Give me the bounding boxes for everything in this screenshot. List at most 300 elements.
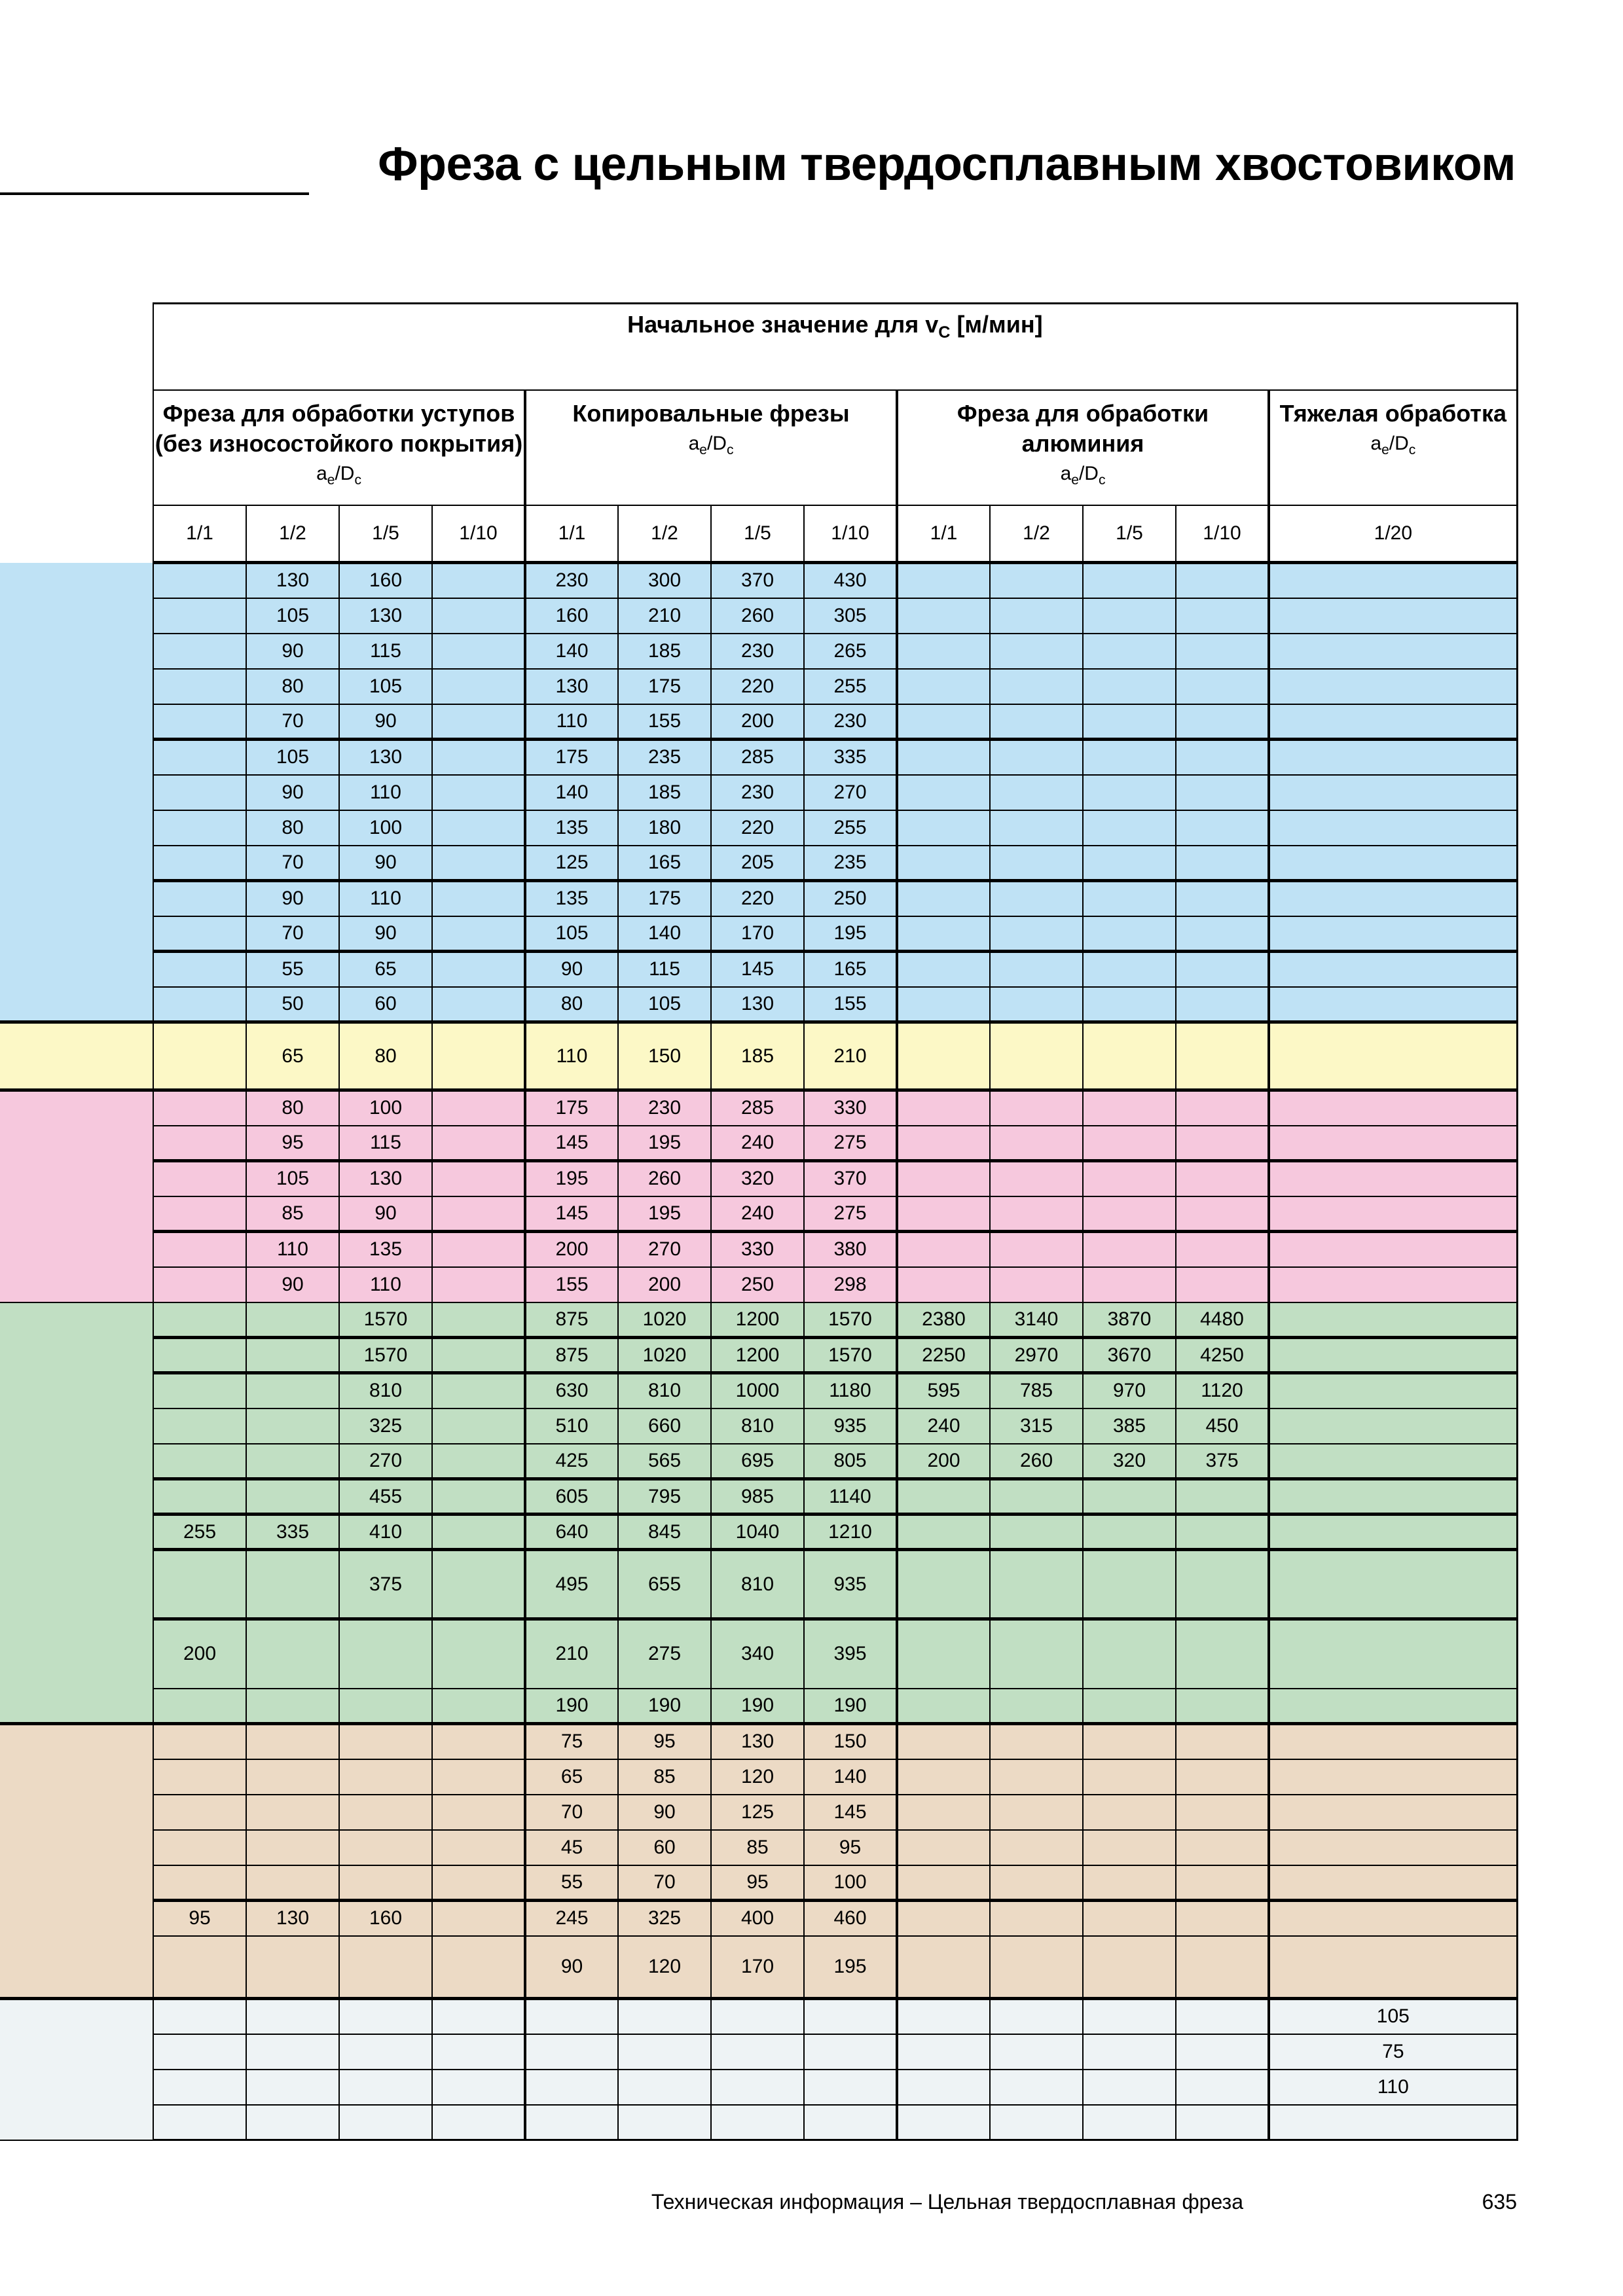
speed-value-cell	[432, 775, 525, 810]
speed-value-cell	[1269, 740, 1517, 775]
speed-value-cell: 655	[618, 1550, 711, 1619]
speed-value-cell	[1083, 1196, 1176, 1232]
speed-value-cell	[432, 598, 525, 634]
speed-value-cell	[1269, 598, 1517, 634]
speed-value-cell	[897, 1795, 990, 1830]
speed-value-cell	[990, 1759, 1083, 1795]
speed-value-cell	[897, 1830, 990, 1865]
speed-value-cell	[618, 2105, 711, 2140]
speed-value-cell	[246, 1865, 339, 1901]
speed-value-cell	[897, 1196, 990, 1232]
speed-value-cell: 65	[525, 1759, 618, 1795]
speed-value-cell	[1269, 1338, 1517, 1373]
speed-value-cell: 810	[711, 1550, 804, 1619]
speed-value-cell	[153, 1479, 246, 1515]
speed-value-cell: 325	[339, 1408, 432, 1444]
speed-value-cell	[1269, 1196, 1517, 1232]
speed-value-cell	[432, 1232, 525, 1267]
speed-value-cell	[1176, 1550, 1269, 1619]
speed-value-cell	[432, 1338, 525, 1373]
speed-value-cell	[897, 1759, 990, 1795]
speed-value-cell	[1269, 704, 1517, 740]
speed-value-cell	[897, 1232, 990, 1267]
speed-value-cell	[153, 1550, 246, 1619]
speed-value-cell	[1083, 1689, 1176, 1724]
speed-value-cell: 230	[804, 704, 897, 740]
speed-value-cell	[432, 1022, 525, 1090]
speed-value-cell	[246, 1830, 339, 1865]
speed-value-cell	[990, 2070, 1083, 2105]
speed-value-cell	[153, 1126, 246, 1161]
speed-value-cell: 285	[711, 740, 804, 775]
speed-value-cell	[1083, 1515, 1176, 1550]
speed-value-cell	[246, 2034, 339, 2070]
speed-value-cell: 205	[711, 846, 804, 881]
speed-value-cell	[897, 775, 990, 810]
speed-value-cell: 130	[246, 563, 339, 598]
speed-value-cell	[990, 1090, 1083, 1126]
speed-value-cell: 105	[246, 740, 339, 775]
speed-value-cell	[153, 2105, 246, 2140]
speed-value-cell	[432, 2105, 525, 2140]
speed-value-cell	[990, 810, 1083, 846]
speed-value-cell	[432, 634, 525, 669]
speed-value-cell	[432, 1795, 525, 1830]
material-group-cell	[0, 563, 153, 1022]
speed-value-cell: 200	[711, 704, 804, 740]
ratio-label: $a_e/D_c$	[316, 463, 361, 488]
speed-value-cell	[432, 1759, 525, 1795]
speed-value-cell: 370	[804, 1161, 897, 1196]
speed-value-cell	[1269, 1126, 1517, 1161]
speed-value-cell: 90	[618, 1795, 711, 1830]
speed-value-cell: 195	[804, 1936, 897, 1999]
table-row	[0, 740, 1517, 775]
group-name: Фреза для обработки уступов (без износостойкого покрытия)	[155, 400, 523, 457]
speed-value-cell	[432, 846, 525, 881]
speed-value-cell: 270	[618, 1232, 711, 1267]
speed-value-cell: 400	[711, 1901, 804, 1936]
speed-value-cell	[897, 2070, 990, 2105]
speed-value-cell	[1083, 1901, 1176, 1936]
speed-value-cell	[339, 1936, 432, 1999]
speed-value-cell	[432, 563, 525, 598]
table-row	[0, 952, 1517, 987]
speed-value-cell: 460	[804, 1901, 897, 1936]
speed-value-cell	[432, 810, 525, 846]
ae-dc-subheader: 1/2	[990, 505, 1083, 563]
speed-value-cell: 105	[246, 598, 339, 634]
speed-value-cell: 630	[525, 1373, 618, 1408]
speed-value-cell	[339, 1830, 432, 1865]
speed-value-cell	[432, 987, 525, 1022]
speed-value-cell	[1269, 1795, 1517, 1830]
speed-value-cell	[432, 1126, 525, 1161]
table-row	[0, 916, 1517, 952]
speed-value-cell	[711, 2070, 804, 2105]
speed-value-cell: 90	[339, 704, 432, 740]
speed-value-cell: 160	[525, 598, 618, 634]
speed-value-cell	[1269, 881, 1517, 916]
speed-value-cell	[897, 1689, 990, 1724]
speed-value-cell	[990, 987, 1083, 1022]
speed-value-cell	[1176, 1126, 1269, 1161]
speed-value-cell: 1040	[711, 1515, 804, 1550]
speed-value-cell	[153, 1090, 246, 1126]
table-row	[0, 1338, 1517, 1373]
speed-value-cell: 45	[525, 1830, 618, 1865]
speed-value-cell	[432, 1373, 525, 1408]
speed-value-cell: 175	[525, 1090, 618, 1126]
speed-value-cell	[1269, 1232, 1517, 1267]
speed-value-cell	[804, 2105, 897, 2140]
speed-value-cell	[711, 1999, 804, 2034]
table-row	[0, 634, 1517, 669]
speed-value-cell: 80	[246, 1090, 339, 1126]
speed-value-cell	[432, 916, 525, 952]
speed-value-cell	[1176, 1619, 1269, 1689]
speed-value-cell: 195	[618, 1196, 711, 1232]
speed-value-cell: 95	[618, 1724, 711, 1759]
speed-value-cell	[1083, 598, 1176, 634]
ae-dc-subheader: 1/5	[339, 505, 432, 563]
speed-value-cell	[1176, 1232, 1269, 1267]
speed-value-cell	[432, 1936, 525, 1999]
ae-dc-subheader: 1/10	[432, 505, 525, 563]
speed-value-cell: 135	[525, 810, 618, 846]
group-header-2	[525, 390, 897, 505]
speed-value-cell: 210	[525, 1619, 618, 1689]
speed-value-cell	[897, 952, 990, 987]
table-row	[0, 1515, 1517, 1550]
speed-value-cell	[153, 634, 246, 669]
speed-value-cell	[1176, 1795, 1269, 1830]
speed-value-cell	[1176, 1865, 1269, 1901]
speed-value-cell	[1176, 1515, 1269, 1550]
speed-value-cell: 70	[246, 846, 339, 881]
page-number: 635	[1482, 2190, 1517, 2214]
speed-value-cell	[339, 1865, 432, 1901]
speed-value-cell	[804, 2034, 897, 2070]
speed-value-cell: 70	[246, 704, 339, 740]
table-row	[0, 1022, 1517, 1090]
speed-value-cell: 320	[1083, 1444, 1176, 1479]
speed-value-cell: 970	[1083, 1373, 1176, 1408]
speed-value-cell: 985	[711, 1479, 804, 1515]
speed-value-cell	[990, 740, 1083, 775]
speed-value-cell: 810	[618, 1373, 711, 1408]
speed-value-cell	[1269, 1936, 1517, 1999]
speed-value-cell: 450	[1176, 1408, 1269, 1444]
table-row	[0, 704, 1517, 740]
speed-value-cell	[1083, 916, 1176, 952]
speed-value-cell: 90	[525, 1936, 618, 1999]
speed-value-cell: 55	[525, 1865, 618, 1901]
speed-value-cell	[1083, 1126, 1176, 1161]
speed-value-cell	[897, 987, 990, 1022]
speed-value-cell	[897, 634, 990, 669]
speed-value-cell	[1176, 1161, 1269, 1196]
speed-value-cell	[153, 598, 246, 634]
speed-value-cell	[1176, 775, 1269, 810]
speed-value-cell	[153, 1373, 246, 1408]
speed-value-cell: 785	[990, 1373, 1083, 1408]
speed-value-cell: 105	[246, 1161, 339, 1196]
speed-value-cell	[897, 1619, 990, 1689]
speed-value-cell	[1083, 1022, 1176, 1090]
speed-value-cell: 90	[339, 846, 432, 881]
speed-value-cell	[990, 1126, 1083, 1161]
speed-value-cell: 95	[153, 1901, 246, 1936]
speed-value-cell	[153, 1795, 246, 1830]
speed-value-cell	[618, 2070, 711, 2105]
speed-value-cell	[339, 2070, 432, 2105]
speed-value-cell: 130	[711, 987, 804, 1022]
group-name: Тяжелая обработка	[1279, 400, 1506, 427]
table-row	[0, 1689, 1517, 1724]
speed-value-cell	[1269, 775, 1517, 810]
speed-value-cell: 190	[618, 1689, 711, 1724]
speed-value-cell: 1200	[711, 1302, 804, 1338]
speed-value-cell	[897, 1724, 990, 1759]
speed-value-cell: 2970	[990, 1338, 1083, 1373]
speed-value-cell	[525, 2070, 618, 2105]
row-label-header	[0, 304, 153, 563]
speed-value-cell: 255	[153, 1515, 246, 1550]
speed-value-cell	[897, 1161, 990, 1196]
speed-value-cell	[618, 1999, 711, 2034]
speed-value-cell	[1083, 2105, 1176, 2140]
speed-value-cell: 810	[711, 1408, 804, 1444]
speed-value-cell: 195	[525, 1161, 618, 1196]
speed-value-cell: 305	[804, 598, 897, 634]
ae-dc-subheader: 1/1	[525, 505, 618, 563]
speed-value-cell	[153, 1022, 246, 1090]
speed-value-cell	[432, 1865, 525, 1901]
speed-value-cell: 565	[618, 1444, 711, 1479]
speed-value-cell	[1269, 2105, 1517, 2140]
speed-value-cell: 175	[618, 669, 711, 704]
speed-value-cell: 1570	[804, 1338, 897, 1373]
speed-value-cell	[432, 1302, 525, 1338]
speed-value-cell	[153, 775, 246, 810]
table-row	[0, 1196, 1517, 1232]
speed-value-cell: 220	[711, 669, 804, 704]
speed-value-cell	[1083, 1759, 1176, 1795]
speed-value-cell	[432, 704, 525, 740]
speed-value-cell	[990, 1196, 1083, 1232]
speed-value-cell	[1083, 669, 1176, 704]
speed-value-cell	[1269, 1901, 1517, 1936]
speed-value-cell	[432, 1408, 525, 1444]
speed-value-cell	[1269, 1759, 1517, 1795]
speed-value-cell: 130	[339, 1161, 432, 1196]
table-row	[0, 2034, 1517, 2070]
table-row	[0, 1444, 1517, 1479]
ratio-label: $a_e/D_c$	[1060, 463, 1106, 488]
group-header-1	[153, 390, 525, 505]
speed-value-cell	[246, 1999, 339, 2034]
table-row	[0, 563, 1517, 598]
speed-value-cell	[1269, 634, 1517, 669]
speed-value-cell: 230	[711, 775, 804, 810]
speed-value-cell	[990, 1795, 1083, 1830]
speed-value-cell	[1083, 1619, 1176, 1689]
speed-value-cell: 200	[618, 1267, 711, 1302]
vc-title: Начальное значение для $v_C$ [м/мин]	[153, 304, 1517, 391]
speed-value-cell: 90	[246, 1267, 339, 1302]
speed-value-cell	[1083, 1830, 1176, 1865]
speed-value-cell	[1176, 1830, 1269, 1865]
speed-value-cell: 100	[339, 810, 432, 846]
speed-value-cell	[1269, 810, 1517, 846]
speed-value-cell: 370	[711, 563, 804, 598]
speed-value-cell	[990, 1865, 1083, 1901]
speed-value-cell	[432, 740, 525, 775]
speed-value-cell: 1210	[804, 1515, 897, 1550]
speed-value-cell	[897, 810, 990, 846]
speed-value-cell	[1083, 775, 1176, 810]
speed-value-cell: 330	[711, 1232, 804, 1267]
speed-value-cell	[246, 1936, 339, 1999]
speed-value-cell: 155	[525, 1267, 618, 1302]
speed-value-cell	[153, 1865, 246, 1901]
speed-value-cell	[990, 1619, 1083, 1689]
speed-value-cell	[1269, 916, 1517, 952]
speed-value-cell	[153, 916, 246, 952]
speed-value-cell	[1176, 952, 1269, 987]
speed-value-cell: 210	[618, 598, 711, 634]
speed-value-cell: 640	[525, 1515, 618, 1550]
speed-value-cell	[897, 2105, 990, 2140]
table-row	[0, 1619, 1517, 1689]
speed-value-cell	[525, 2034, 618, 2070]
speed-value-cell	[990, 1724, 1083, 1759]
speed-value-cell: 140	[618, 916, 711, 952]
speed-value-cell	[153, 1267, 246, 1302]
speed-value-cell: 1140	[804, 1479, 897, 1515]
speed-value-cell: 145	[525, 1126, 618, 1161]
speed-value-cell: 110	[339, 1267, 432, 1302]
speed-value-cell: 90	[525, 952, 618, 987]
ae-dc-subheader: 1/20	[1269, 505, 1517, 563]
speed-value-cell	[1083, 1795, 1176, 1830]
speed-value-cell	[1083, 846, 1176, 881]
speed-value-cell	[1176, 2105, 1269, 2140]
speed-value-cell: 105	[618, 987, 711, 1022]
speed-value-cell: 105	[525, 916, 618, 952]
speed-value-cell	[153, 740, 246, 775]
speed-value-cell	[1269, 1302, 1517, 1338]
speed-value-cell: 845	[618, 1515, 711, 1550]
speed-value-cell	[990, 2105, 1083, 2140]
speed-value-cell: 70	[525, 1795, 618, 1830]
speed-value-cell: 65	[339, 952, 432, 987]
speed-value-cell: 145	[711, 952, 804, 987]
speed-value-cell	[1176, 1901, 1269, 1936]
speed-value-cell	[432, 1515, 525, 1550]
speed-value-cell: 130	[525, 669, 618, 704]
speed-value-cell	[1176, 1759, 1269, 1795]
table-row	[0, 881, 1517, 916]
speed-value-cell	[246, 1444, 339, 1479]
speed-value-cell	[897, 1865, 990, 1901]
speed-value-cell	[246, 1479, 339, 1515]
speed-value-cell	[1269, 1689, 1517, 1724]
speed-value-cell: 90	[246, 634, 339, 669]
speed-value-cell	[990, 1479, 1083, 1515]
speed-value-cell	[153, 952, 246, 987]
speed-value-cell	[525, 1999, 618, 2034]
speed-value-cell: 270	[339, 1444, 432, 1479]
table-row	[0, 1161, 1517, 1196]
speed-value-cell	[432, 1444, 525, 1479]
speed-value-cell	[432, 669, 525, 704]
speed-value-cell	[1176, 669, 1269, 704]
speed-value-cell	[153, 846, 246, 881]
speed-value-cell	[711, 2034, 804, 2070]
speed-value-cell	[990, 563, 1083, 598]
speed-value-cell	[990, 634, 1083, 669]
speed-value-cell: 140	[525, 775, 618, 810]
speed-value-cell: 80	[339, 1022, 432, 1090]
speed-value-cell: 120	[711, 1759, 804, 1795]
speed-value-cell: 3670	[1083, 1338, 1176, 1373]
speed-value-cell	[1269, 1408, 1517, 1444]
speed-value-cell	[618, 2034, 711, 2070]
speed-value-cell: 255	[804, 669, 897, 704]
speed-value-cell	[1083, 881, 1176, 916]
speed-value-cell	[339, 2034, 432, 2070]
speed-value-cell: 90	[339, 916, 432, 952]
speed-value-cell: 115	[339, 634, 432, 669]
speed-value-cell: 1570	[339, 1302, 432, 1338]
speed-value-cell	[153, 1936, 246, 1999]
speed-value-cell	[246, 1619, 339, 1689]
speed-value-cell	[432, 1724, 525, 1759]
speed-value-cell	[1083, 1090, 1176, 1126]
speed-value-cell	[1176, 598, 1269, 634]
speed-value-cell: 180	[618, 810, 711, 846]
speed-value-cell	[1176, 1090, 1269, 1126]
speed-value-cell	[1176, 1479, 1269, 1515]
speed-value-cell	[897, 1126, 990, 1161]
speed-value-cell: 185	[618, 775, 711, 810]
speed-value-cell	[1083, 1267, 1176, 1302]
speed-value-cell	[246, 1550, 339, 1619]
speed-value-cell: 2380	[897, 1302, 990, 1338]
speed-value-cell: 660	[618, 1408, 711, 1444]
speed-value-cell	[153, 881, 246, 916]
speed-value-cell	[1176, 1196, 1269, 1232]
speed-value-cell	[1269, 1830, 1517, 1865]
speed-value-cell	[897, 1999, 990, 2034]
table-row	[0, 1901, 1517, 1936]
speed-value-cell: 260	[711, 598, 804, 634]
speed-value-cell: 160	[339, 563, 432, 598]
speed-value-cell: 235	[618, 740, 711, 775]
speed-value-cell: 455	[339, 1479, 432, 1515]
table-row	[0, 1550, 1517, 1619]
speed-value-cell	[990, 1689, 1083, 1724]
speed-value-cell	[990, 1232, 1083, 1267]
material-group-cell	[0, 1022, 153, 1090]
speed-value-cell: 1570	[804, 1302, 897, 1338]
speed-value-cell: 95	[804, 1830, 897, 1865]
speed-value-cell: 230	[525, 563, 618, 598]
speed-value-cell	[153, 1999, 246, 2034]
speed-value-cell	[246, 1724, 339, 1759]
